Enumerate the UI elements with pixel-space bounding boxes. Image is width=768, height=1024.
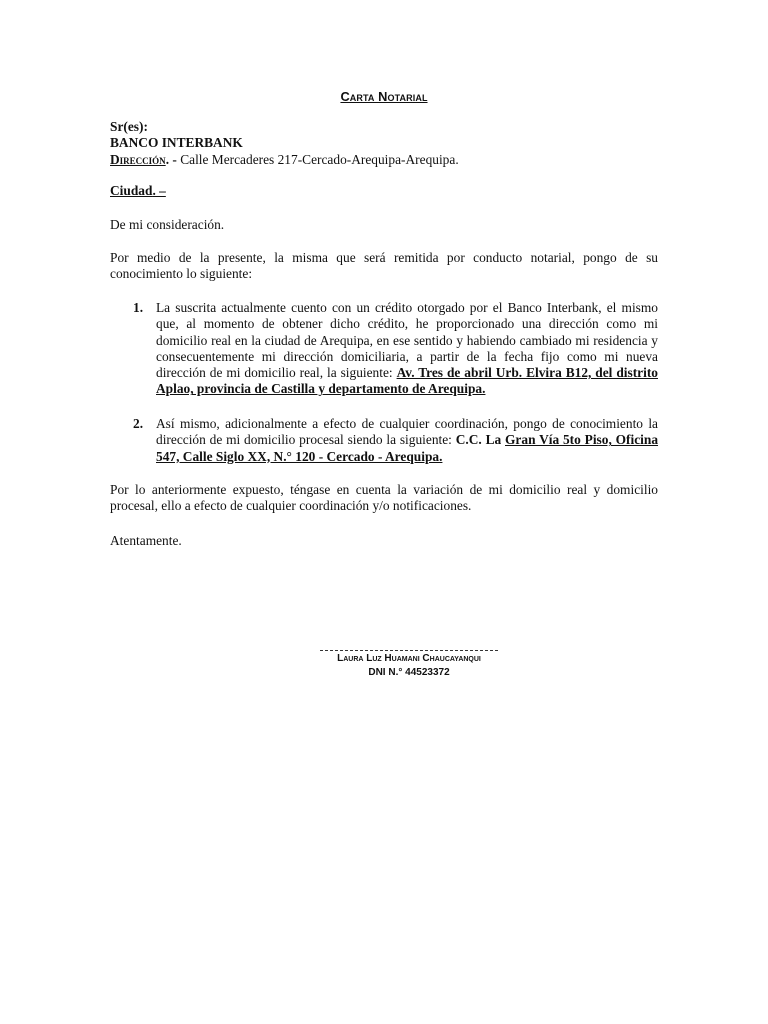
salutation: Sr(es): (110, 119, 148, 134)
list-item (110, 416, 658, 465)
intro-paragraph: Por medio de la presente, la misma que será remitida por conducto notarial, pongo de su conocimiento lo siguiente: (110, 250, 658, 282)
list-item-body: Así mismo, adicionalmente a efecto de cualquier coordinación, pongo de conocimiento la dirección de mi domicilio procesal siendo la siguiente: (156, 416, 658, 448)
list-item-body: La suscrita actualmente cuento con un crédito otorgado por el Banco Interbank, el mismo que, al momento de obtener dicho crédito, he proporcionado una dirección como mi domicilio real en la ciudad de Arequipa, en ese sentido y habiendo cambiado mi residencia y consecuentemente mi dirección domiciliaria, a partir de la fecha fijo como mi nueva dirección de mi domicilio real, la siguiente: (156, 300, 658, 381)
closing-paragraph: Por lo anteriormente expuesto, téngase en cuenta la variación de mi domicilio real y domicilio procesal, ello a efecto de cualquier coordinación y/o notificaciones. (110, 482, 658, 514)
address-value: Calle Mercaderes 217-Cercado-Arequipa-Arequipa. (180, 151, 459, 167)
city-line (110, 183, 658, 199)
list-item-number: 1. (133, 300, 144, 315)
signature-id: DNI N.° 44523372 (368, 667, 450, 678)
address-separator: . - (165, 151, 181, 167)
list-item (110, 300, 658, 398)
signature-line (320, 650, 498, 651)
city-separator: . – (152, 183, 166, 198)
recipient-name: BANCO INTERBANK (110, 135, 243, 151)
sign-off: Atentamente. (110, 533, 182, 548)
list-item-number: 2. (133, 416, 144, 431)
new-address-highlight: Av. Tres de abril Urb. Elvira B12, del distrito Aplao, provincia de Castilla y departamento de Arequipa. (156, 365, 658, 397)
greeting: De mi consideración. (110, 217, 225, 232)
procesal-prefix: C.C. La (455, 432, 506, 448)
page-title: Carta Notarial (340, 89, 428, 104)
recipient-address (110, 152, 658, 168)
signature-name: Laura Luz Huamani Chaucayanqui (337, 653, 481, 664)
list-item-text (156, 416, 658, 465)
address-label: Dirección (110, 151, 166, 167)
recipient-block (110, 119, 658, 168)
procesal-address-highlight: Gran Vía 5to Piso, Oficina 547, Calle Siglo XX, N.° 120 - Cercado - Arequipa. (156, 432, 659, 464)
list-item-text (156, 300, 658, 398)
city-label: Ciudad (110, 183, 153, 198)
